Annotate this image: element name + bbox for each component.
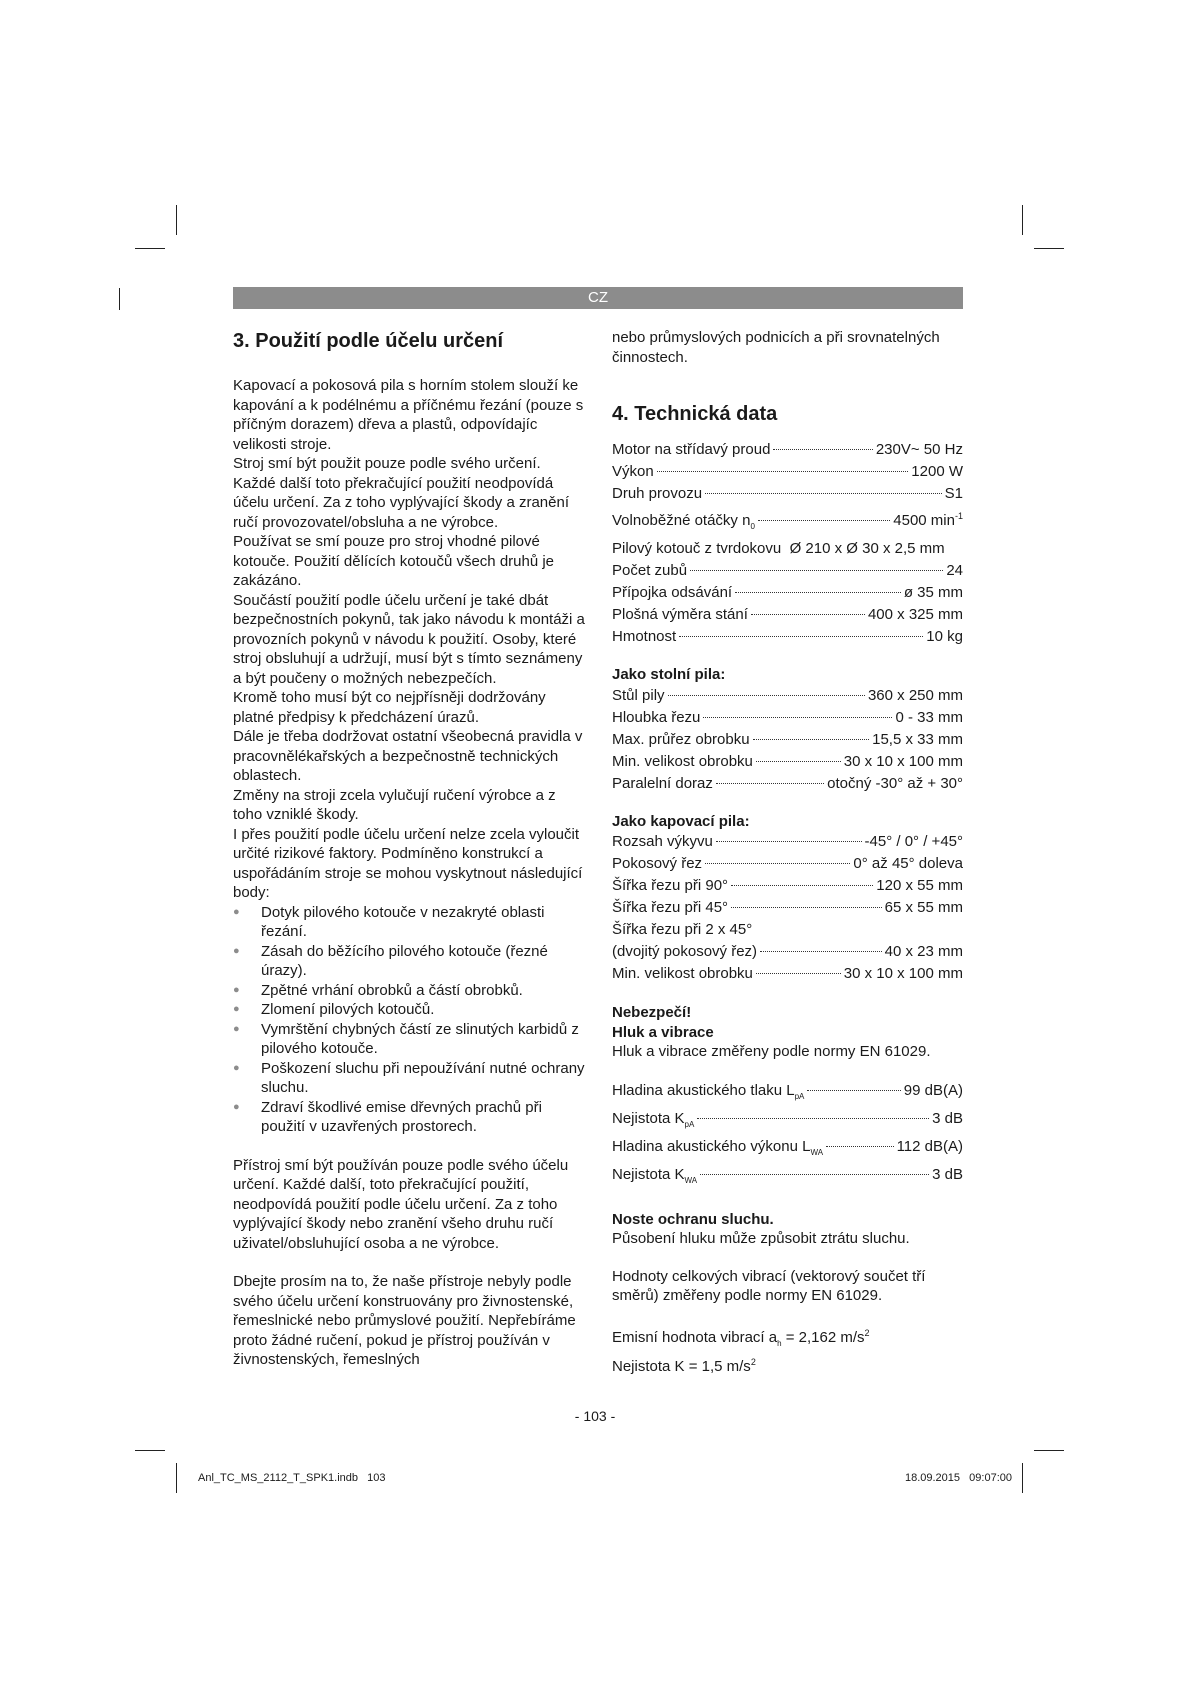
spec-value: 65 x 55 mm bbox=[884, 899, 963, 916]
vibration-uncertainty: Nejistota K = 1,5 $m/s^2$ bbox=[612, 1357, 756, 1375]
hazard-item: ● Poškození sluchu při nepoužívání nutné ochrany sluchu. bbox=[233, 1059, 585, 1098]
spec-label: Pokosový řez bbox=[612, 855, 703, 872]
crop-mark bbox=[135, 248, 165, 249]
spec-swivel-range bbox=[612, 831, 963, 853]
spec-label: Hmotnost bbox=[612, 628, 677, 645]
spec-label: Přípojka odsávání bbox=[612, 584, 733, 601]
paragraph: Dále je třeba dodržovat ostatní všeobecná pravidla v pracovnělékařských a bezpečnostně technických oblastech. bbox=[233, 728, 583, 784]
spec-cut-depth bbox=[612, 707, 963, 729]
spec-motor bbox=[612, 439, 963, 461]
spec-blade: Pilový kotouč z tvrdokovu Ø 210 x Ø 30 x 2,5 mm bbox=[612, 540, 945, 557]
paragraph: I přes použití podle účelu určení nelze zcela vyloučit určité rizikové faktory. Podmíněno konstrukcí a uspořádáním stroje se mohou vyskytnout následující body: bbox=[233, 825, 583, 901]
paragraph: Kapovací a pokosová pila s horním stolem slouží ke kapování a k podélnému a příčnému řezání (pouze s příčným dorazem) dřeva a plastů, odpovídajíc velikosti stroje. bbox=[233, 377, 584, 453]
spec-power bbox=[612, 461, 963, 483]
paragraph: Změny na stroji zcela vylučují ručení výrobce a z toho vzniklé škody. bbox=[233, 786, 556, 823]
spec-weight bbox=[612, 626, 963, 648]
spec-label: Min. velikost obrobku bbox=[612, 965, 753, 982]
subheading-table-saw: Jako stolní pila: bbox=[612, 666, 726, 683]
left-column bbox=[233, 328, 585, 1370]
page-number: - 103 - bbox=[574, 1408, 616, 1424]
crop-mark bbox=[119, 288, 120, 310]
paragraph: Kromě toho musí být co nejpřísněji dodržovány platné předpisy k předcházení úrazů. bbox=[233, 689, 546, 726]
spec-label: Plošná výměra stání bbox=[612, 606, 748, 623]
footer-file-name: Anl_TC_MS_2112_T_SPK1.indb 103 bbox=[198, 1472, 386, 1484]
spec-label: Volnoběžné otáčky n bbox=[612, 512, 751, 529]
spec-label: Hladina akustického výkonu L bbox=[612, 1137, 811, 1155]
spec-value: 30 x 10 x 100 mm bbox=[843, 965, 963, 982]
hazard-item: ● Dotyk pilového kotouče v nezakryté oblasti řezání. bbox=[233, 903, 585, 942]
crop-mark bbox=[176, 205, 177, 235]
spec-label: Počet zubů bbox=[612, 562, 688, 579]
spec-value: 99 dB(A) bbox=[903, 1081, 963, 1099]
spec-miter-cut bbox=[612, 853, 963, 875]
crop-mark bbox=[1034, 1450, 1064, 1451]
spec-max-section bbox=[612, 729, 963, 751]
spec-label: Rozsah výkyvu bbox=[612, 833, 713, 850]
spec-value: 1200 W bbox=[911, 463, 963, 480]
spec-value: otočný -30° až + 30° bbox=[827, 774, 963, 792]
spec-label: Nejistota K bbox=[612, 1109, 685, 1127]
spec-min-workpiece-chop bbox=[612, 963, 963, 985]
crop-mark bbox=[135, 1450, 165, 1451]
spec-label: Šířka řezu při 45° bbox=[612, 899, 729, 916]
spec-value: ø 35 mm bbox=[903, 584, 963, 601]
spec-width-45 bbox=[612, 897, 963, 919]
hazard-item: ● Zlomení pilových kotoučů. bbox=[233, 1000, 585, 1020]
spec-uncertainty-kpa: Nejistota $K_{pA}$ 3 dB bbox=[612, 1109, 963, 1129]
spec-value: 230V~ 50 Hz bbox=[875, 441, 963, 458]
spec-label: Paralelní doraz bbox=[612, 774, 713, 792]
hazard-item: ● Zdraví škodlivé emise dřevných prachů při použití v uzavřených prostorech. bbox=[233, 1098, 585, 1137]
spec-idle-speed: Volnoběžné otáčky $n_0$ 4500 $\min^{-1}$ bbox=[612, 511, 963, 531]
paragraph: Stroj smí být použit pouze podle svého určení. Každé další toto překračující použití neodpovídá účelu určení. Za z toho vyplývající škody a zranění ručí provozovatel/obsluha a ne výrobce. bbox=[233, 455, 569, 531]
spec-value: -45° / 0° / +45° bbox=[864, 833, 963, 850]
hearing-protection-text: Působení hluku může způsobit ztrátu sluchu. bbox=[612, 1230, 910, 1247]
spec-width-2x45-label: Šířka řezu při 2 x 45° bbox=[612, 921, 753, 938]
spec-value: 0 - 33 mm bbox=[895, 708, 963, 726]
spec-label: Druh provozu bbox=[612, 485, 703, 502]
vibration-text: Hodnoty celkových vibrací (vektorový součet tří směrů) změřeny podle normy EN 61029. bbox=[612, 1267, 926, 1304]
spec-label: Nejistota K bbox=[612, 1165, 685, 1183]
spec-value: 3 dB bbox=[932, 1165, 963, 1183]
vibration-emission: Emisní hodnota vibrací $a_h = 2,162$ $m/s^2$ bbox=[612, 1327, 870, 1348]
spec-value: S1 bbox=[944, 485, 963, 502]
paragraph: Dbejte prosím na to, že naše přístroje nebyly podle svého účelu určení konstruovány pro živnostenské, řemeslnické nebo průmyslové použití. Nepřebíráme proto žádné ručení, pokud je přístroj používán v živnostenských, řemeslných bbox=[233, 1273, 576, 1368]
spec-parallel-fence bbox=[612, 773, 963, 795]
language-header-bar bbox=[233, 287, 963, 309]
spec-value: 15,5 x 33 mm bbox=[872, 730, 963, 748]
spec-saw-table bbox=[612, 685, 963, 707]
spec-width-90 bbox=[612, 875, 963, 897]
spec-value: 40 x 23 mm bbox=[884, 943, 963, 960]
hazard-list bbox=[233, 903, 585, 1137]
subheading-chop-saw: Jako kapovací pila: bbox=[612, 812, 750, 830]
spec-extraction bbox=[612, 582, 963, 604]
spec-footprint bbox=[612, 604, 963, 626]
hazard-item: ● Zásah do běžícího pilového kotouče (řezné úrazy). bbox=[233, 942, 585, 981]
hazard-item: ● Zpětné vrhání obrobků a částí obrobků. bbox=[233, 981, 585, 1001]
continuation-text: nebo průmyslových podnicích a při srovnatelných činnostech. bbox=[612, 329, 940, 366]
crop-mark bbox=[176, 1463, 177, 1493]
spec-value: 3 dB bbox=[932, 1109, 963, 1127]
spec-label: Stůl pily bbox=[612, 686, 665, 704]
spec-label: Šířka řezu při 90° bbox=[612, 877, 729, 894]
spec-value: 4500 min bbox=[893, 512, 955, 529]
spec-value: 112 dB(A) bbox=[896, 1137, 963, 1155]
spec-label: Hloubka řezu bbox=[612, 708, 701, 726]
hazard-item: ● Vymrštění chybných částí ze slinutých karbidů z pilového kotouče. bbox=[233, 1020, 585, 1059]
section-heading-intended-use: 3. Použití podle účelu určení bbox=[233, 330, 504, 352]
crop-mark bbox=[1022, 205, 1023, 235]
paragraph: Součástí použití podle účelu určení je také dbát bezpečnostních pokynů, tak jako návodu k montáži a provozních pokynů v návodu k použití. Osoby, které stroj obsluhují a udržují, musí být s tímto seznámeny a být poučeny o možných nebezpečích. bbox=[233, 591, 585, 687]
spec-width-2x45 bbox=[612, 941, 963, 963]
spec-label: Max. průřez obrobku bbox=[612, 730, 750, 748]
spec-value: 10 kg bbox=[926, 628, 963, 645]
spec-value: 400 x 325 mm bbox=[867, 606, 963, 623]
danger-title: Nebezpečí! bbox=[612, 1004, 692, 1021]
spec-sound-pressure: Hladina akustického tlaku $L_{pA}$ 99 dB(A) bbox=[612, 1081, 963, 1101]
spec-value: 0° až 45° doleva bbox=[853, 855, 963, 872]
paragraph: Přístroj smí být používán pouze podle svého účelu určení. Každé další, toto překračující použití, neodpovídá použití podle účelu určení. Za z toho vyplývající škody nebo zranění všeho druhu ručí uživatel/obsluhující osoba a ne výrobce. bbox=[233, 1156, 569, 1252]
noise-intro: Hluk a vibrace změřeny podle normy EN 61029. bbox=[612, 1043, 931, 1060]
right-column bbox=[612, 328, 963, 1377]
spec-value: 24 bbox=[946, 562, 963, 579]
spec-label: Hladina akustického tlaku L bbox=[612, 1081, 795, 1099]
spec-label: Min. velikost obrobku bbox=[612, 752, 753, 770]
spec-label: Motor na střídavý proud bbox=[612, 441, 771, 458]
language-code: CZ bbox=[588, 289, 608, 306]
spec-sound-power: Hladina akustického výkonu $L_{WA}$ 112 dB(A) bbox=[612, 1137, 963, 1157]
crop-mark bbox=[1034, 248, 1064, 249]
noise-title: Hluk a vibrace bbox=[612, 1023, 714, 1041]
spec-value: 120 x 55 mm bbox=[876, 877, 963, 894]
spec-value: 360 x 250 mm bbox=[867, 686, 963, 704]
crop-mark bbox=[1022, 1463, 1023, 1493]
section-heading-technical-data: 4. Technická data bbox=[612, 403, 778, 425]
hearing-protection-title: Noste ochranu sluchu. bbox=[612, 1210, 774, 1228]
spec-operating-mode bbox=[612, 483, 963, 505]
paragraph: Používat se smí pouze pro stroj vhodné pilové kotouče. Použití dělících kotoučů všech druhů je zakázáno. bbox=[233, 533, 555, 589]
spec-label: Výkon bbox=[612, 463, 654, 480]
spec-value: 30 x 10 x 100 mm bbox=[843, 752, 963, 770]
spec-teeth bbox=[612, 560, 963, 582]
spec-label: (dvojitý pokosový řez) bbox=[612, 943, 758, 960]
footer-timestamp: 18.09.2015 09:07:00 bbox=[904, 1472, 1012, 1484]
spec-uncertainty-kwa: Nejistota $K_{WA}$ 3 dB bbox=[612, 1165, 963, 1185]
spec-min-workpiece bbox=[612, 751, 963, 773]
